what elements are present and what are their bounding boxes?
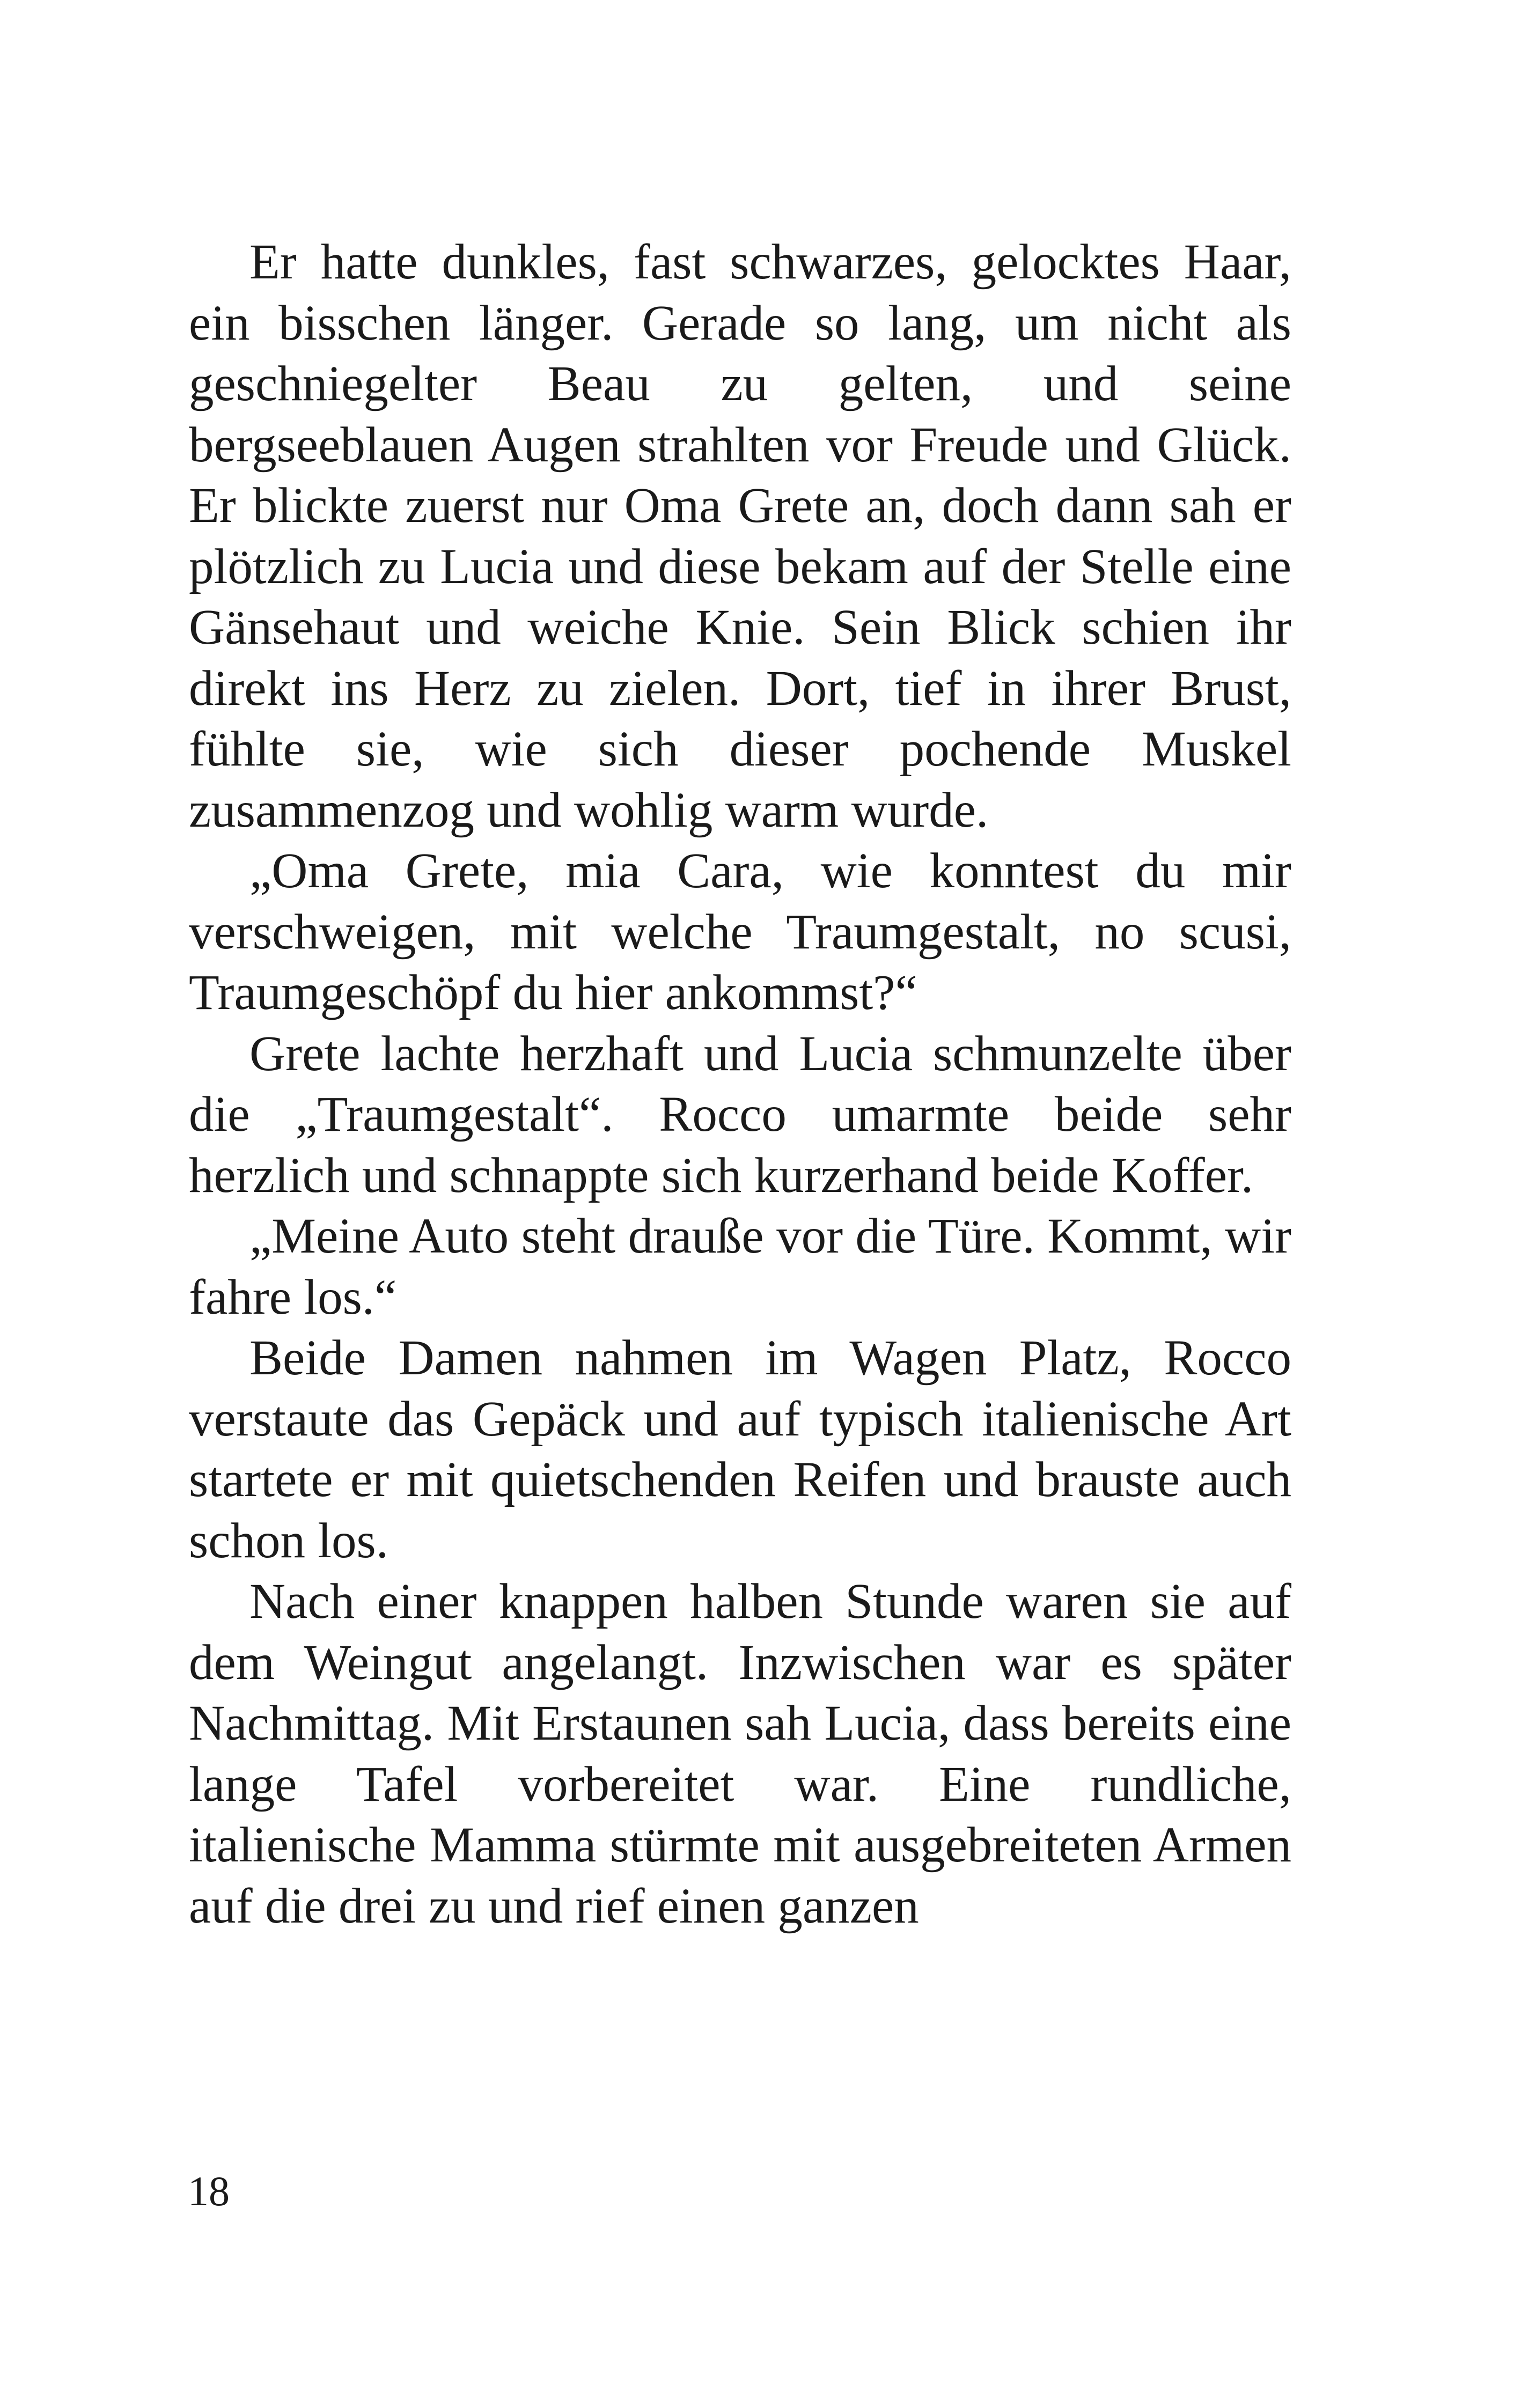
paragraph-2: „Oma Grete, mia Cara, wie konntest du mir verschweigen, mit welche Traumgestalt, no scusi, Traumgeschöpf du hier ankommst?“ — [189, 843, 1291, 1020]
paragraph-3: Grete lachte herzhaft und Lucia schmunzelte über die „Traumgestalt“. Rocco umarmte beide sehr herzlich und schnappte sich kurzerhand beide Koffer. — [189, 1026, 1291, 1203]
paragraph-6: Nach einer knappen halben Stunde waren sie auf dem Weingut angelangt. Inzwischen war es später Nachmittag. Mit Erstaunen sah Lucia, dass bereits eine lange Tafel vorbereitet war. Eine rundliche, italienische Mamma stürmte mit ausgebreiteten Armen auf die drei zu und rief einen ganzen — [189, 1574, 1291, 1934]
page-number: 18 — [188, 2168, 230, 2214]
paragraph-5: Beide Damen nahmen im Wagen Platz, Rocco verstaute das Gepäck und auf typisch italienische Art startete er mit quietschenden Reifen und brauste auch schon los. — [189, 1330, 1291, 1568]
paragraph-4: „Meine Auto steht drauße vor die Türe. Kommt, wir fahre los.“ — [189, 1209, 1291, 1325]
paragraph-1: Er hatte dunkles, fast schwarzes, gelocktes Haar, ein bisschen länger. Gerade so lang, um nicht als geschniegelter Beau zu gelten, und seine bergseeblauen Augen strahlten vor Freude und Glück. Er blickte zuerst nur Oma Grete an, doch dann sah er plötzlich zu Lucia und diese bekam auf der Stelle eine Gänsehaut und weiche Knie. Sein Blick schien ihr direkt ins Herz zu zielen. Dort, tief in ihrer Brust, fühlte sie, wie sich dieser pochende Muskel zusammenzog und wohlig warm wurde. — [189, 234, 1291, 838]
body-text — [189, 232, 1291, 1936]
